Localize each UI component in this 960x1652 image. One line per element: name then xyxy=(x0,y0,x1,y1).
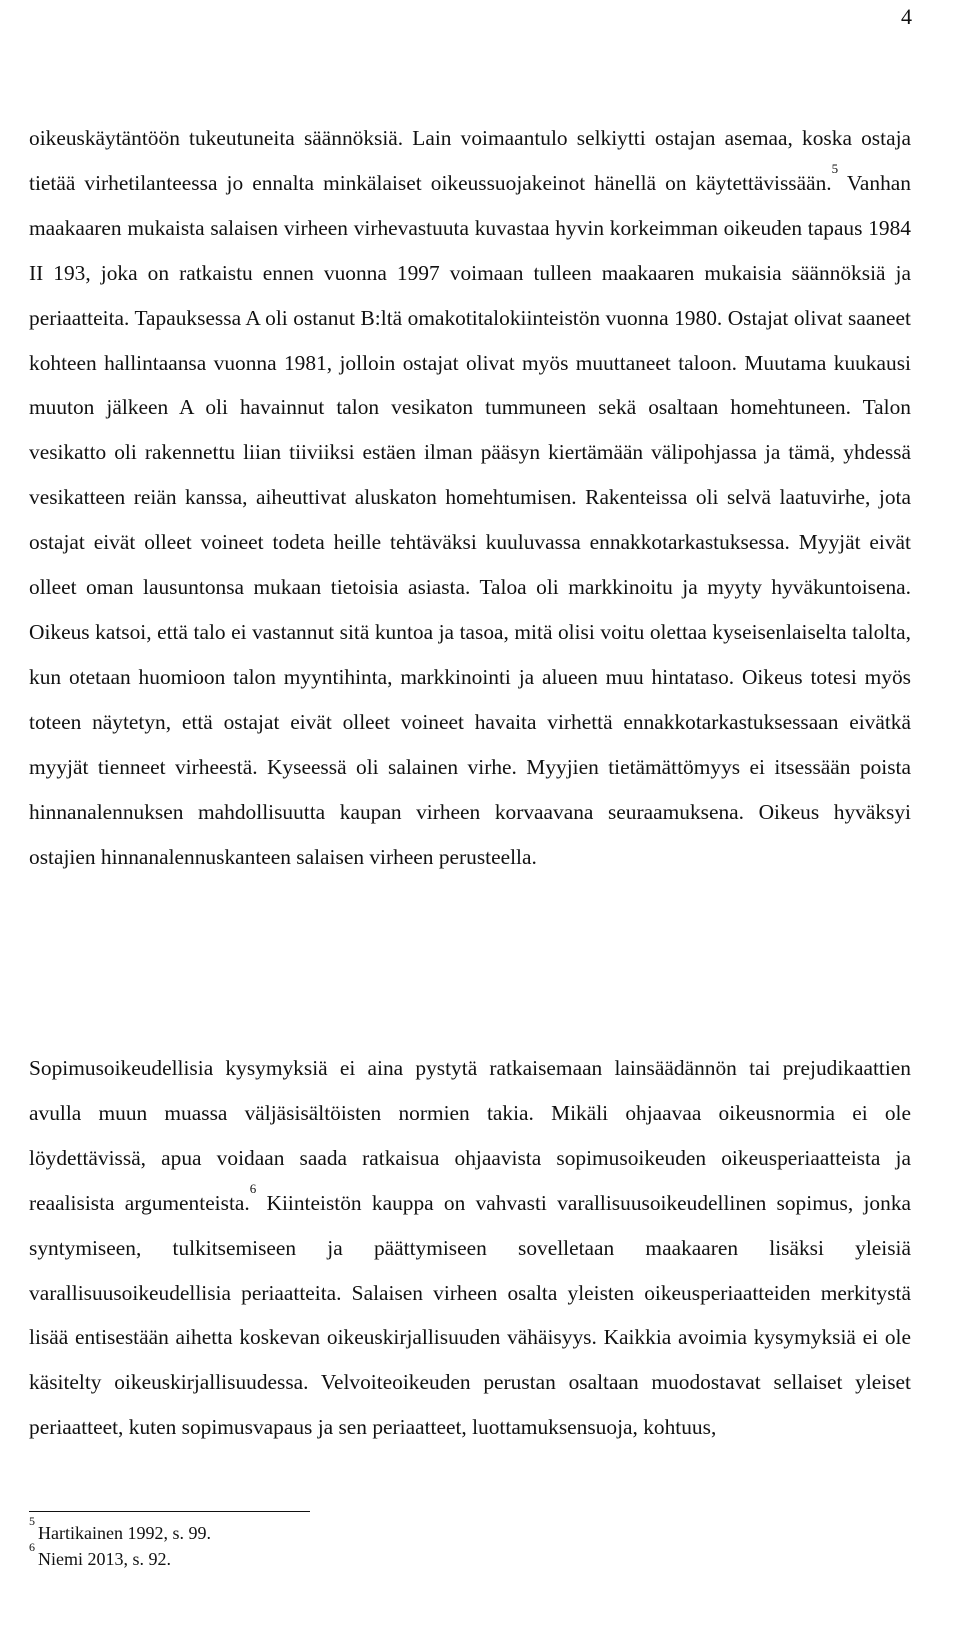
body-paragraph xyxy=(29,116,911,879)
page-number: 4 xyxy=(901,4,912,29)
footnote-reference[interactable]: 6 xyxy=(249,1180,257,1196)
paragraph-text: oikeuskäytäntöön tukeutuneita säännöksiä. Lain voimaantulo selkiytti ostajan asemaa, koska ostaja tietää virhetilanteessa jo ennalta minkälaiset oikeussuojakeinot hänellä on käytettävissään. xyxy=(29,126,911,195)
footnote-item xyxy=(29,1540,909,1572)
paragraph-text: Kiinteistön kauppa on vahvasti varallisuusoikeudellinen sopimus, jonka syntymiseen, tulkitsemiseen ja päättymiseen sovelletaan maakaaren lisäksi yleisiä varallisuusoikeudellisia periaatteita. Salaisen virheen osalta yleisten oikeusperiaatteiden merkitystä lisää entisestään aihetta koskevan oikeuskirjallisuuden vähäisyys. Kaikkia avoimia kysymyksiä ei ole käsitelty oikeuskirjallisuudessa. Velvoiteoikeuden perustan osaltaan muodostavat sellaiset yleiset periaatteet, kuten sopimusvapaus ja sen periaatteet, luottamuksensuoja, kohtuus, xyxy=(29,1190,912,1440)
body-paragraph xyxy=(29,1046,911,1450)
footnote-text: Niemi 2013, s. 92. xyxy=(38,1549,171,1569)
paragraph-text: Sopimusoikeudellisia kysymyksiä ei aina pystytä ratkaisemaan lainsäädännön tai prejudikaattien avulla muun muassa väljäsisältöisten normien takia. Mikäli ohjaavaa oikeusnormia ei ole löydettävissä, apua voidaan saada ratkaisua ohjaavista sopimusoikeuden oikeusperiaatteista ja reaalisista argumenteista. xyxy=(29,1056,911,1215)
footnote-reference[interactable]: 5 xyxy=(831,160,839,176)
paragraph-text: Vanhan maakaaren mukaista salaisen virheen virhevastuuta kuvastaa hyvin korkeimman oikeuden tapaus 1984 II 193, joka on ratkaistu ennen vuonna 1997 voimaan tulleen maakaaren mukaisia säännöksiä ja periaatteita. Tapauksessa A oli ostanut B:ltä omakotitalokiinteistön vuonna 1980. Ostajat olivat saaneet kohteen hallintaansa vuonna 1981, jolloin ostajat olivat myös muuttaneet taloon. Muutama kuukausi muuton jälkeen A oli havainnut talon vesikaton tummuneen sekä osaltaan homehtuneen. Talon vesikatto oli rakennettu liian tiiviiksi estäen ilman pääsyn kiertämään välipohjassa ja tämä, yhdessä vesikatteen reiän kanssa, aiheuttivat aluskaton homehtumisen. Rakenteissa oli selvä laatuvirhe, jota ostajat eivät olleet voineet todeta heille tehtäväksi kuuluvassa ennakkotarkastuksessa. Myyjät eivät olleet oman lausuntonsa mukaan tietoisia asiasta. Taloa oli markkinoitu ja myyty hyväkuntoisena. Oikeus katsoi, että talo ei vastannut sitä kuntoa ja tasoa, mitä olisi voitu olettaa kyseisenlaiselta talolta, kun otetaan huomioon talon myyntihinta, markkinointi ja alueen muu hintataso. Oikeus totesi myös toteen näytetyn, että ostajat eivät olleet voineet havaita virhettä ennakkotarkastuksessaan eivätkä myyjät tienneet virheestä. Kyseessä oli salainen virhe. Myyjien tietämättömyys ei itsessään poista hinnanalennuksen mahdollisuutta kaupan virheen korvaavana seuraamuksena. Oikeus hyväksyi ostajien hinnanalennuskanteen salaisen virheen perusteella. xyxy=(29,170,911,869)
footnote-mark: 5 xyxy=(29,1514,35,1528)
footnote-mark: 6 xyxy=(29,1540,35,1554)
footnote-divider xyxy=(29,1511,310,1512)
footnotes xyxy=(29,1514,909,1572)
footnote-item xyxy=(29,1514,909,1546)
footnote-text: Hartikainen 1992, s. 99. xyxy=(38,1523,211,1543)
